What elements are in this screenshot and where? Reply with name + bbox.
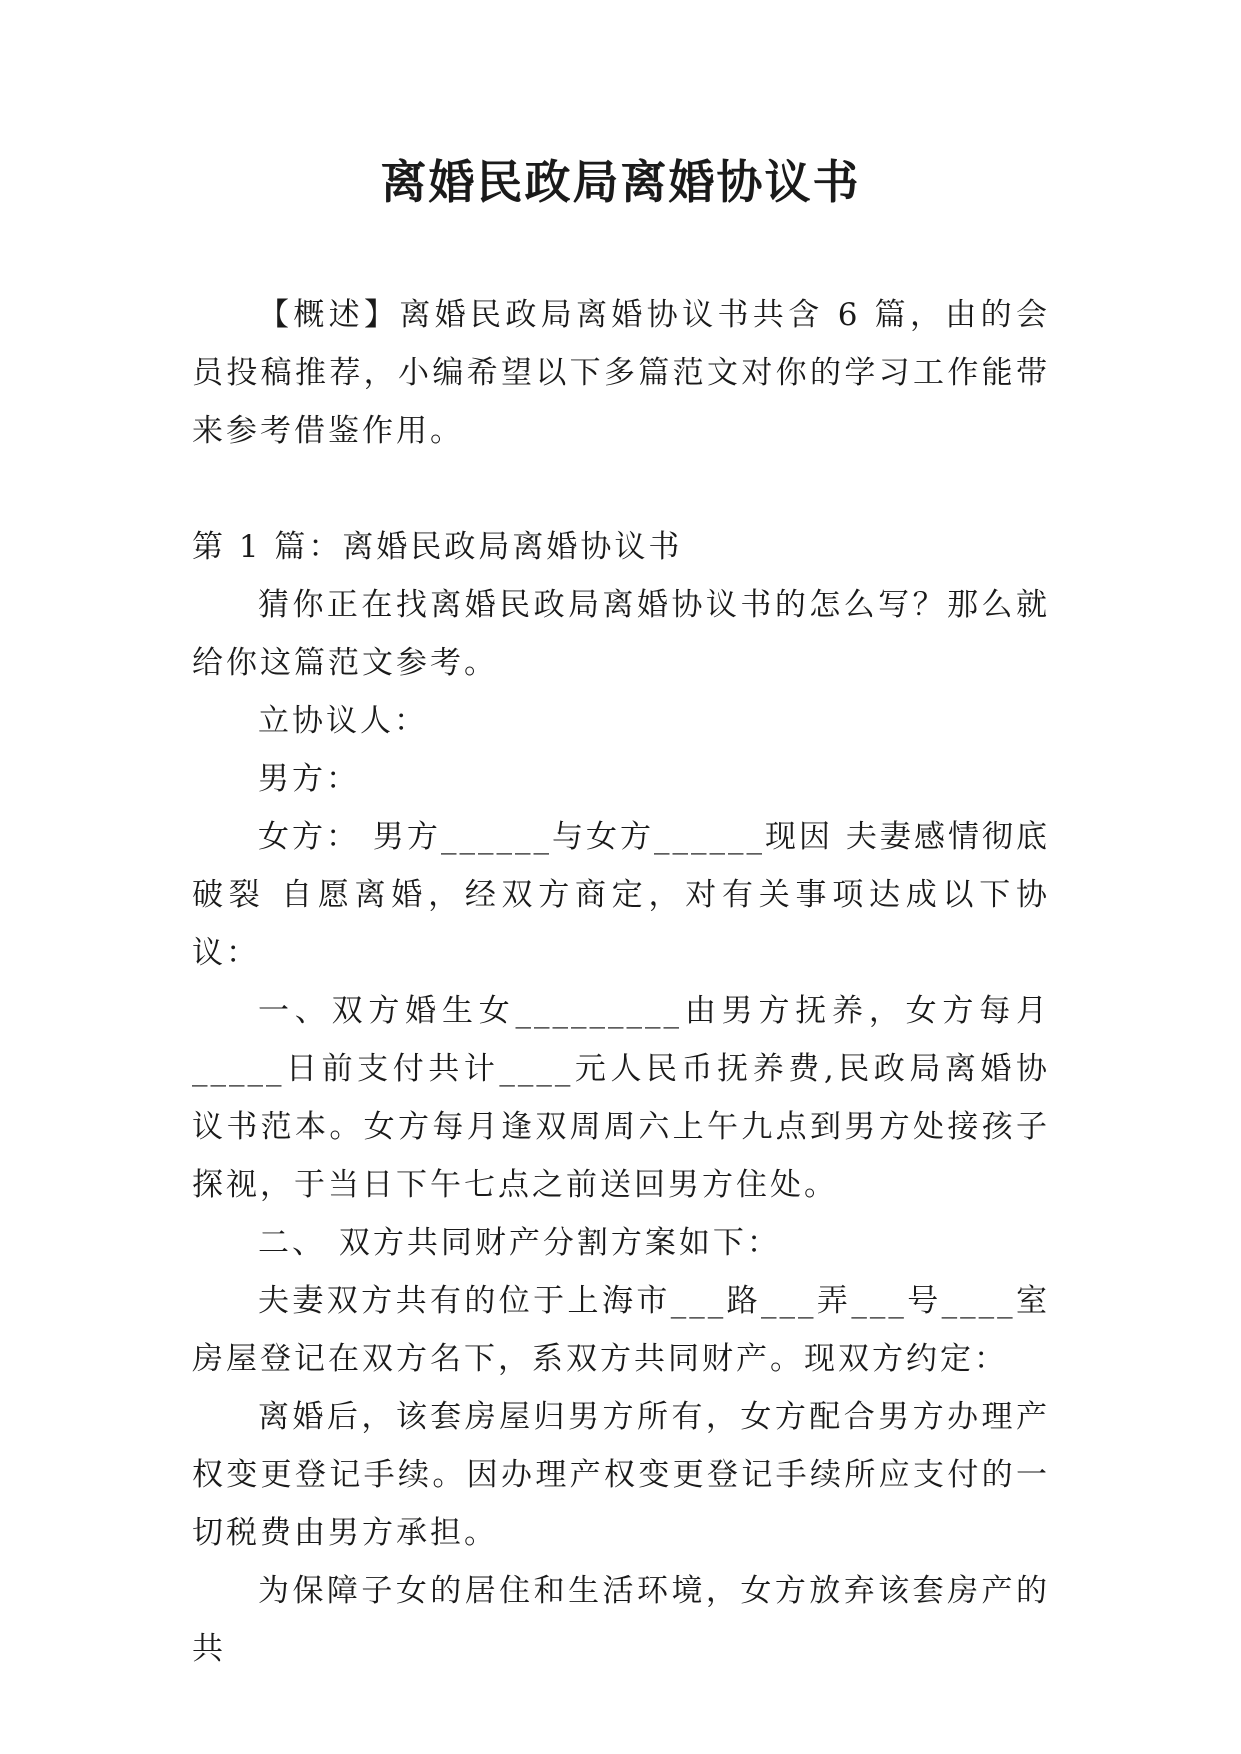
body-paragraph: 夫妻双方共有的位于上海市___路___弄___号____室房屋登记在双方名下，系双方共同财产。现双方约定： — [192, 1283, 1050, 1377]
body-paragraph: 为保障子女的居住和生活环境，女方放弃该套房产的共 — [192, 1573, 1050, 1667]
body-paragraph: 离婚后，该套房屋归男方所有，女方配合男方办理产权变更登记手续。因办理产权变更登记手续所应支付的一切税费由男方承担。 — [192, 1399, 1050, 1551]
section-heading: 第 1 篇：离婚民政局离婚协议书 — [192, 529, 683, 565]
body-paragraph: 女方： 男方______与女方______现因 夫妻感情彻底破裂 自愿离婚，经双方商定，对有关事项达成以下协议： — [192, 819, 1050, 971]
document-body — [192, 286, 1050, 1678]
summary-paragraph: 【概述】离婚民政局离婚协议书共含 6 篇，由的会员投稿推荐，小编希望以下多篇范文对你的学习工作能带来参考借鉴作用。 — [192, 297, 1050, 449]
body-paragraph: 一、双方婚生女_________由男方抚养，女方每月_____日前支付共计____元人民币抚养费,民政局离婚协议书范本。女方每月逢双周周六上午九点到男方处接孩子探视，于当日下午七点之前送回男方住处。 — [192, 993, 1050, 1203]
body-paragraph: 男方： — [258, 761, 360, 797]
document-title: 离婚民政局离婚协议书 — [380, 155, 861, 209]
body-paragraph: 立协议人： — [258, 703, 428, 739]
body-paragraph: 二、 双方共同财产分割方案如下： — [258, 1225, 781, 1261]
body-paragraph: 猜你正在找离婚民政局离婚协议书的怎么写？那么就给你这篇范文参考。 — [192, 587, 1050, 681]
